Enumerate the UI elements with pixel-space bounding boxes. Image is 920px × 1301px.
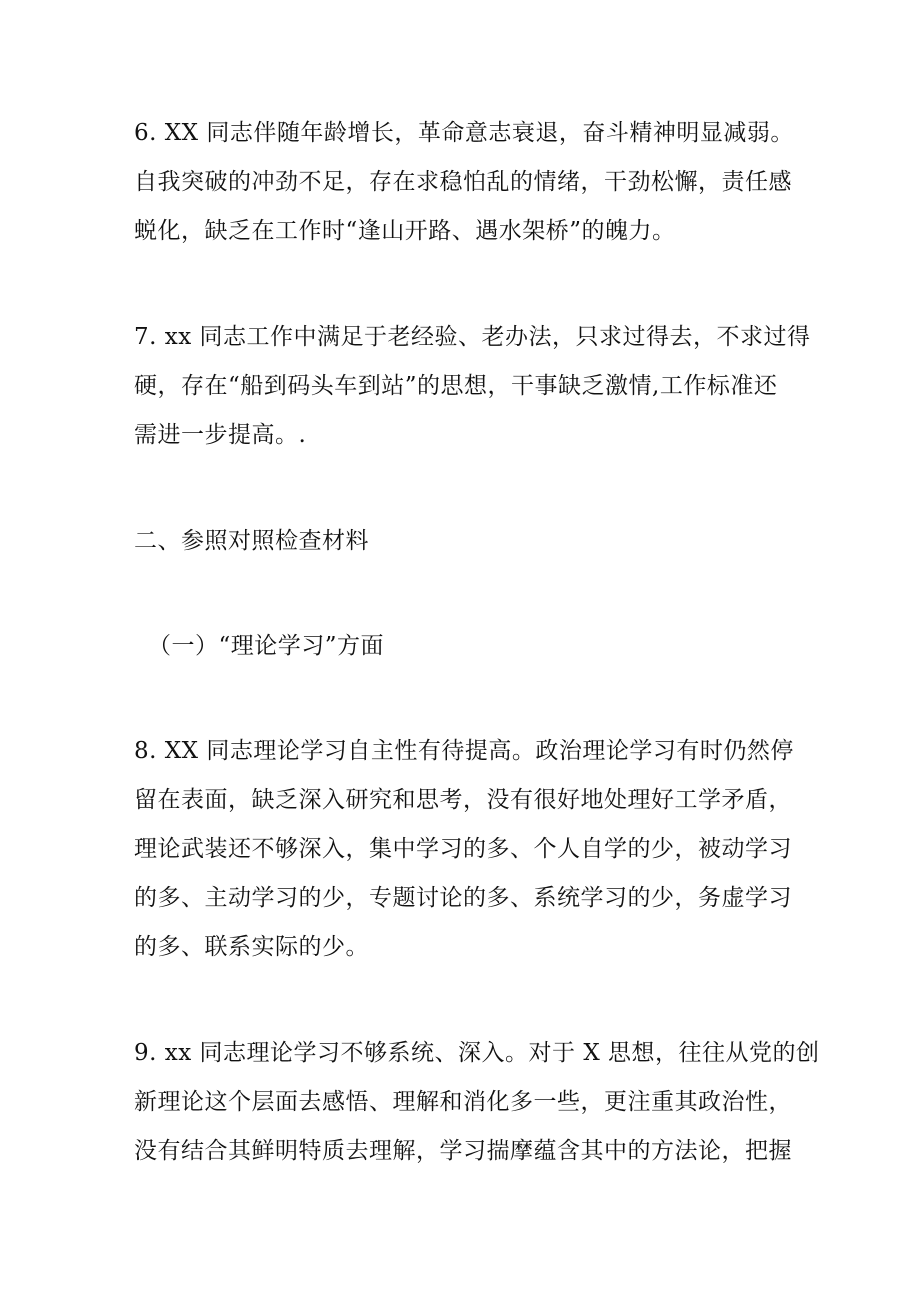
section-2-heading: 二、参照对照检查材料: [134, 528, 369, 554]
item-7-line-2: 硬，存在“船到码头车到站”的思想，干事缺乏激情,工作标准还: [134, 373, 778, 399]
item-9-line-1: 9. xx 同志理论学习不够系统、深入。对于 X 思想，往往从党的创: [134, 1040, 820, 1066]
item-9-line-2: 新理论这个层面去感悟、理解和消化多一些，更注重其政治性，: [134, 1089, 792, 1115]
item-8-line-1: 8. XX 同志理论学习自主性有待提高。政治理论学习有时仍然停: [134, 738, 794, 764]
item-8-line-3: 理论武装还不够深入，集中学习的多、个人自学的少，被动学习: [134, 836, 792, 862]
item-6-line-2: 自我突破的冲劲不足，存在求稳怕乱的情绪，干劲松懈，责任感: [134, 169, 792, 195]
item-6-paragraph: [134, 109, 794, 256]
item-8-line-4: 的多、主动学习的少，专题讨论的多、系统学习的少，务虚学习: [134, 885, 792, 911]
item-8-line-5: 的多、联系实际的少。: [134, 934, 369, 960]
item-9-paragraph: [134, 1029, 820, 1176]
item-7-paragraph: [134, 313, 811, 460]
item-9-line-3: 没有结合其鲜明特质去理解，学习揣摩蕴含其中的方法论，把握: [134, 1138, 792, 1164]
item-8-line-2: 留在表面，缺乏深入研究和思考，没有很好地处理好工学矛盾，: [134, 787, 792, 813]
item-6-line-3: 蜕化，缺乏在工作时“逢山开路、遇水架桥”的魄力。: [134, 218, 676, 244]
item-8-paragraph: [134, 727, 794, 972]
item-7-line-1: 7. xx 同志工作中满足于老经验、老办法，只求过得去，不求过得: [134, 324, 811, 350]
item-7-line-3: 需进一步提高。.: [134, 422, 307, 448]
subsection-1-heading: （一）“理论学习”方面: [148, 633, 385, 659]
item-6-line-1: 6. XX 同志伴随年龄增长，革命意志衰退，奋斗精神明显减弱。: [134, 120, 794, 146]
